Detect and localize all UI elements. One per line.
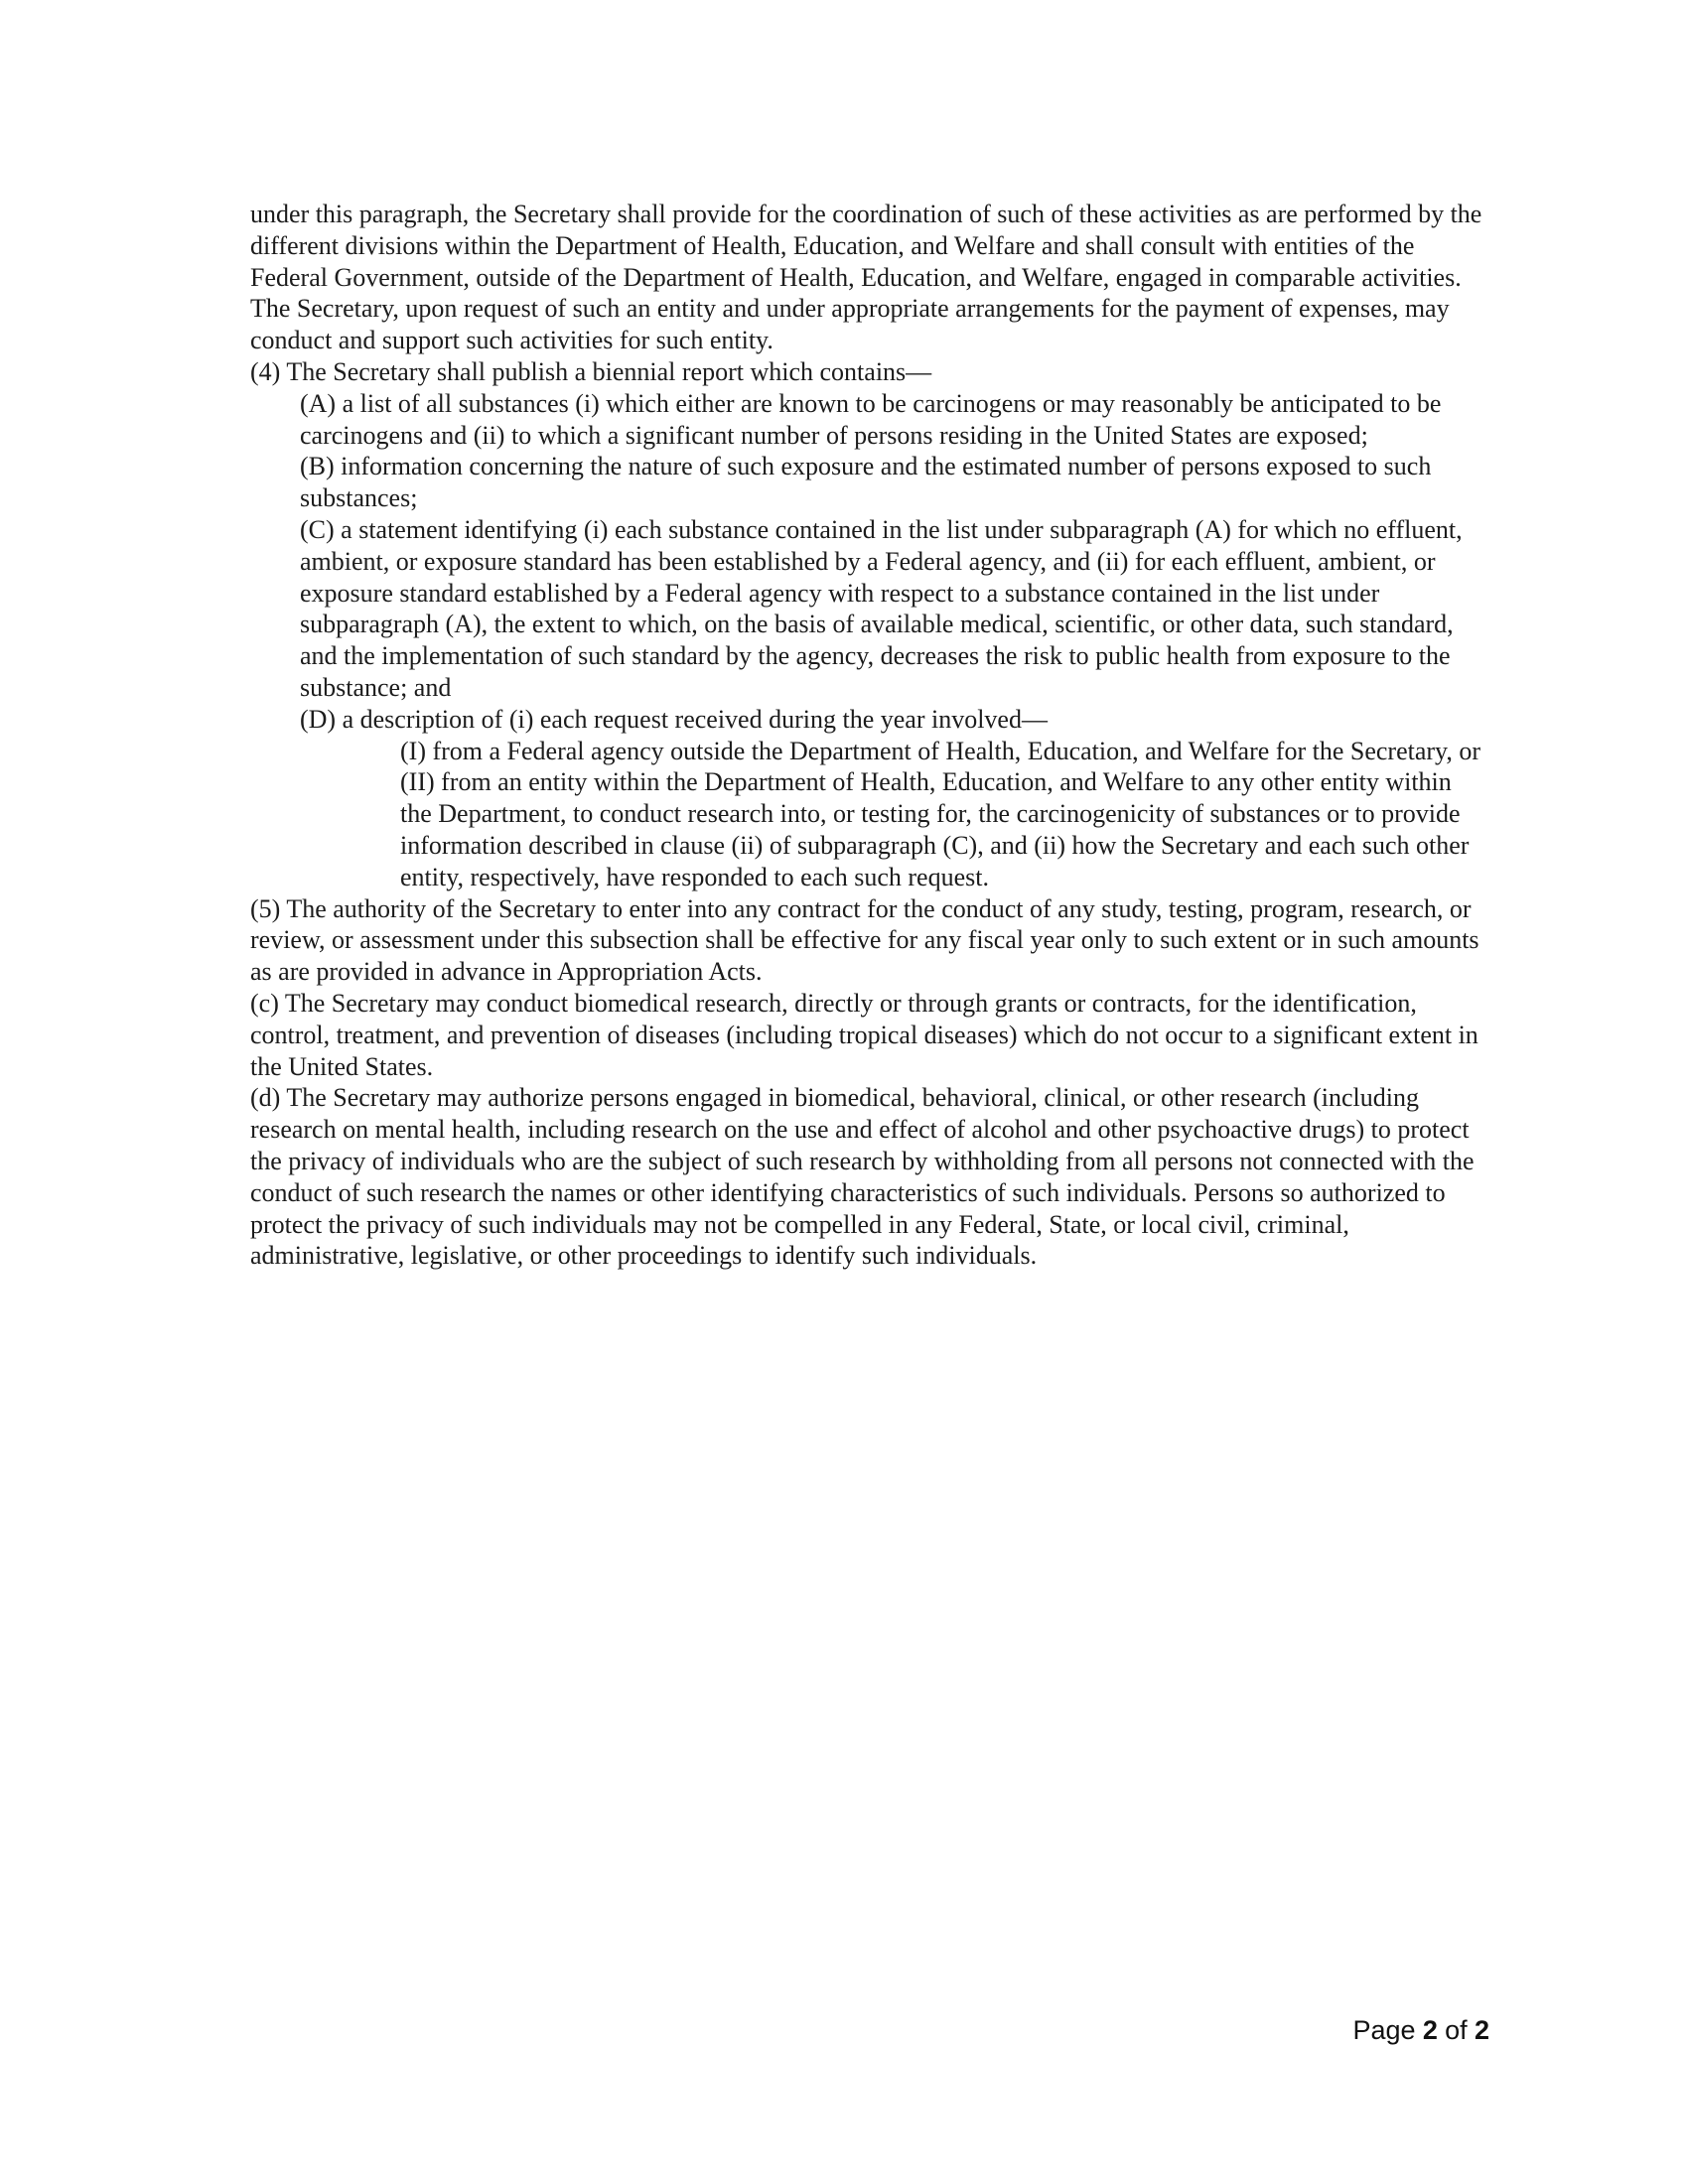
subparagraph-a: (A) a list of all substances (i) which either are known to be carcinogens or may reasonably be anticipated to be carcinogens and (ii) to which a significant number of persons residing in the United States are exposed; (300, 388, 1442, 450)
paragraph-5: (5) The authority of the Secretary to enter into any contract for the conduct of any study, testing, program, research, or review, or assessment under this subsection shall be effective for any fiscal year only to such extent or in such amounts as are provided in advance in Appropriation Acts. (250, 893, 1479, 987)
paragraph-continuation: under this paragraph, the Secretary shall provide for the coordination of such of these activities as are performed by the different divisions within the Department of Health, Education, and Welfare and shall consult with entities of the Federal Government, outside of the Department of Health, Education, and Welfare, engaged in comparable activities. The Secretary, upon request of such an entity and under appropriate arrangements for the payment of expenses, may conduct and support such activities for such entity. (250, 200, 1482, 355)
subparagraph-c: (C) a statement identifying (i) each substance contained in the list under subparagraph (A) for which no effluent, ambient, or exposure standard has been established by a Federal agency, and (ii) for each effluent, ambient, or exposure standard established by a Federal agency with respect to a substance contained in the list under subparagraph (A), the extent to which, on the basis of available medical, scientific, or other data, such standard, and the implementation of such standard by the agency, decreases the risk to public health from exposure to the substance; and (300, 514, 1463, 702)
subsection-c: (c) The Secretary may conduct biomedical research, directly or through grants or contracts, for the identification, control, treatment, and prevention of diseases (including tropical diseases) which do not occur to a significant extent in the United States. (250, 988, 1478, 1081)
clause-ii: (II) from an entity within the Department of Health, Education, and Welfare to any other entity within the Department, to conduct research into, or testing for, the carcinogenicity of substances or to provide information described in clause (ii) of subparagraph (C), and (ii) how the Secretary and each such other entity, respectively, have responded to each such request. (400, 767, 1470, 891)
subparagraph-b: (B) information concerning the nature of such exposure and the estimated number of persons exposed to such substances; (300, 452, 1432, 513)
footer-page-count: 2 (1474, 2015, 1489, 2045)
document-body (250, 199, 1489, 1272)
paragraph-4: (4) The Secretary shall publish a biennial report which contains— (250, 356, 932, 386)
footer-of-label: of (1445, 2015, 1468, 2045)
subparagraph-d: (D) a description of (i) each request received during the year involved— (300, 704, 1048, 734)
footer-page-label: Page (1352, 2015, 1416, 2045)
subsection-d: (d) The Secretary may authorize persons engaged in biomedical, behavioral, clinical, or other research (including research on mental health, including research on the use and effect of alcohol and other psychoactive drugs) to protect the privacy of individuals who are the subject of such research by withholding from all persons not connected with the conduct of such research the names or other identifying characteristics of such individuals. Persons so authorized to protect the privacy of such individuals may not be compelled in any Federal, State, or local civil, criminal, administrative, legislative, or other proceedings to identify such individuals. (250, 1083, 1475, 1271)
clause-i: (I) from a Federal agency outside the Department of Health, Education, and Welfare for the Secretary, or (400, 736, 1481, 765)
page-footer (1353, 2013, 1490, 2047)
footer-page-number: 2 (1422, 2015, 1438, 2045)
